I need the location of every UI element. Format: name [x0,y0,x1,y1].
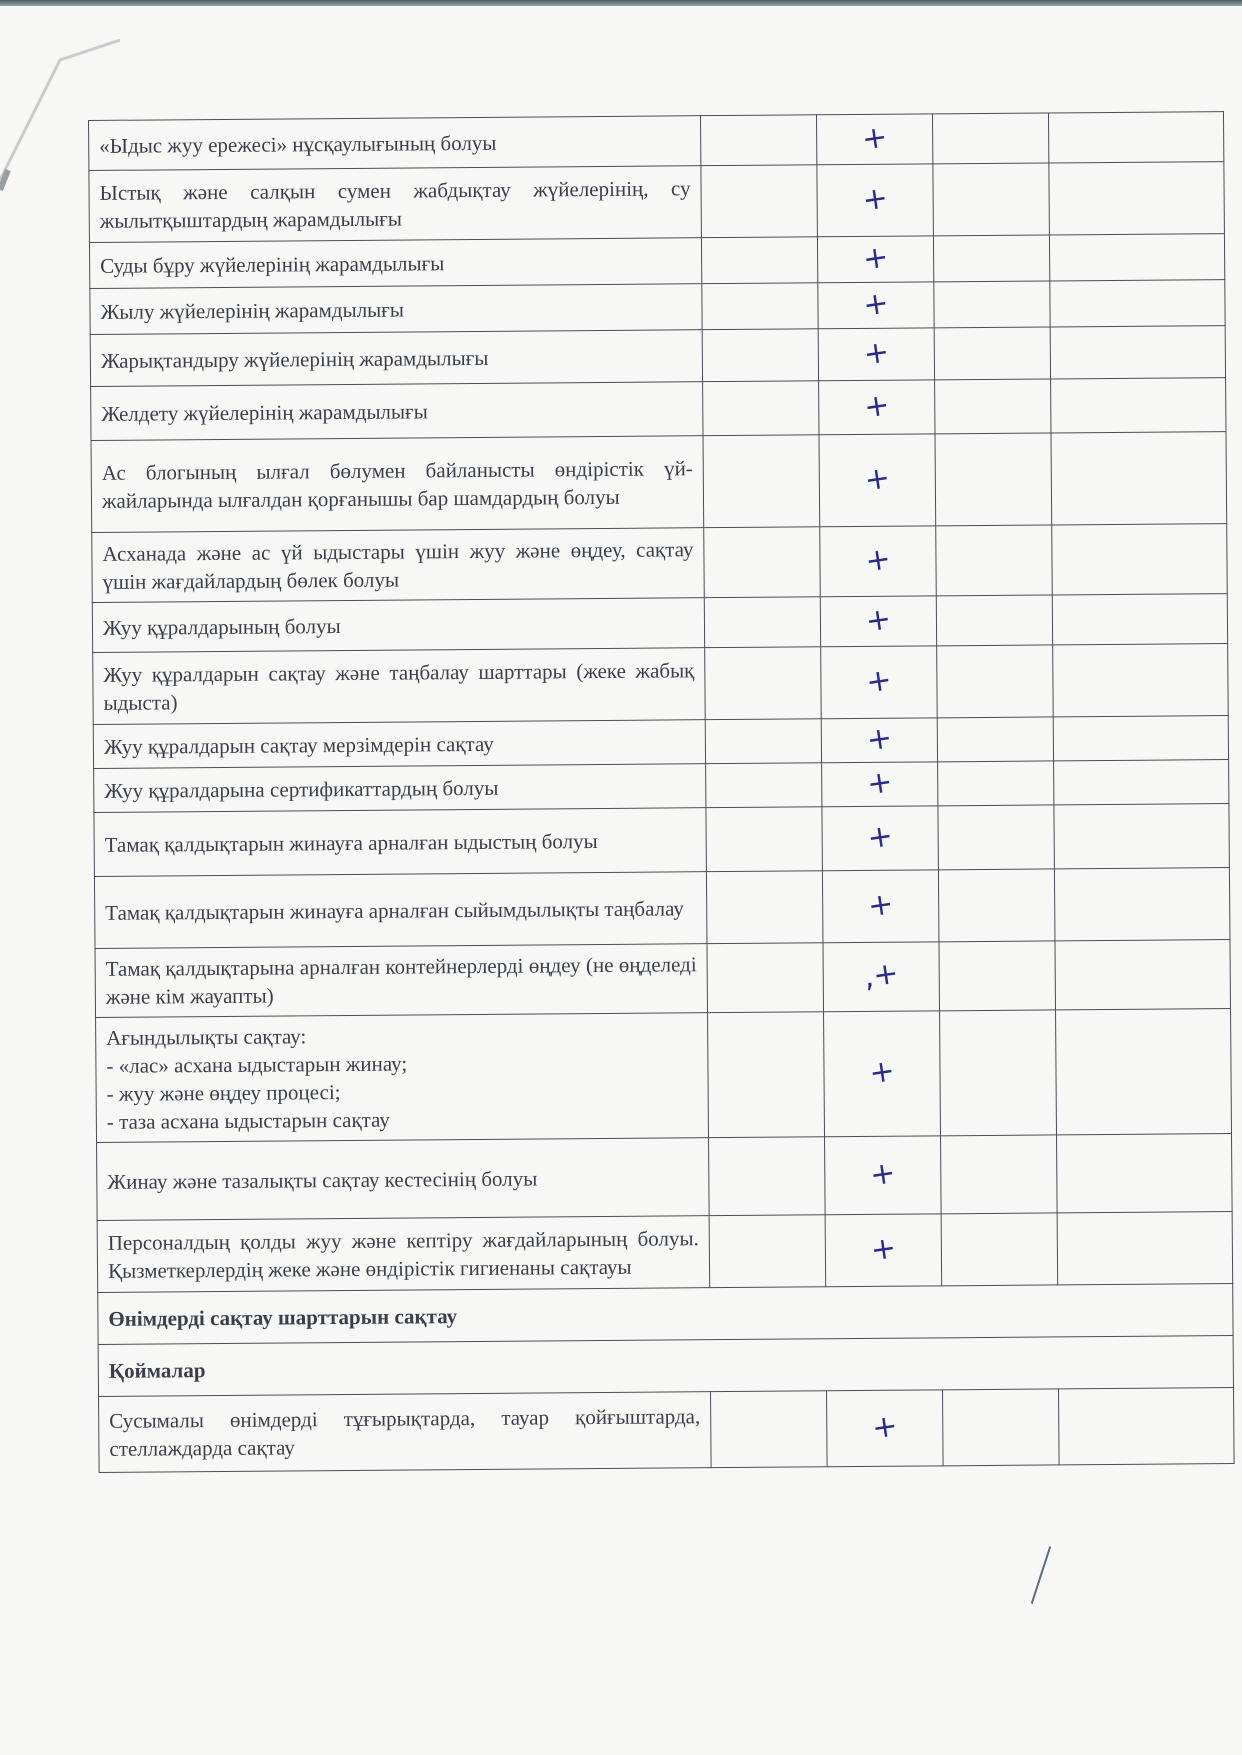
empty-mark-cell [938,869,1055,942]
table-row [92,524,1228,603]
empty-mark-cell [1052,594,1227,645]
handwritten-plus-mark: + [861,386,892,425]
empty-mark-cell [1052,524,1228,595]
empty-mark-cell [1054,804,1229,869]
requirement-cell: «Ыдыс жуу ережесі» нұсқаулығының болуы [89,116,701,171]
handwritten-plus-mark: + [861,333,892,372]
empty-mark-cell [702,329,818,382]
table-row [96,1009,1232,1143]
yes-mark-cell [822,762,938,807]
empty-mark-cell [935,433,1052,526]
empty-mark-cell [704,527,821,598]
yes-mark-cell [817,236,933,283]
empty-mark-cell [1057,1212,1233,1285]
table-row [92,594,1227,653]
yes-mark-cell [821,718,937,763]
handwritten-plus-mark: + [860,179,891,218]
table-row [94,804,1229,877]
handwritten-plus-mark: + [860,238,891,277]
empty-mark-cell [937,645,1054,718]
empty-mark-cell [1054,760,1229,805]
empty-mark-cell [709,1137,826,1216]
empty-mark-cell [933,235,1049,282]
yes-mark-cell [820,596,936,647]
requirement-cell: Тамақ қалдықтарын жинауға арналған ыдыстың болуы [94,808,706,877]
table-row [89,112,1224,171]
handwritten-plus-mark: + [864,763,895,802]
empty-mark-cell [711,1391,828,1468]
handwritten-plus-mark: + [859,118,890,157]
empty-mark-cell [1048,112,1223,163]
yes-mark-cell [822,870,939,943]
empty-mark-cell [701,165,818,238]
section-row [98,1284,1233,1345]
table-row [89,162,1225,243]
table-row [91,432,1227,533]
requirement-cell: Тамақ қалдықтарын жинауға арналған сыйымдылықты таңбалау [94,872,707,949]
handwritten-plus-mark: + [864,719,895,758]
empty-mark-cell [1053,644,1229,717]
handwritten-plus-mark: + [863,661,894,700]
empty-mark-cell [702,283,818,330]
requirement-cell: Тамақ қалдықтарына арналған контейнерлерді өңдеу (не өңделеді және кім жауапты) [95,944,708,1018]
handwritten-plus-mark: + [867,1154,898,1193]
empty-mark-cell [1055,940,1231,1010]
yes-mark-cell [820,526,937,597]
table-row [93,644,1229,725]
requirement-cell: Жуу құралдарын сақтау және таңбалау шарттары (жеке жабық ыдыста) [93,648,706,725]
requirement-cell: Ас блогының ылғал бөлумен байланысты өндірістік үй-жайларында ылғалдан қорғанышы бар шамдардың болуы [91,436,704,533]
empty-mark-cell [939,941,1056,1011]
requirement-cell: Жинау және тазалықты сақтау кестесінің болуы [97,1138,710,1221]
checklist-table [88,111,1235,1473]
handwritten-plus-mark: + [868,1229,899,1268]
requirement-cell: Суды бұру жүйелерінің жарамдылығы [89,238,701,289]
handwritten-plus-mark: + [865,817,896,856]
empty-mark-cell [936,595,1052,646]
requirement-cell: Жуу құралдарының болуы [92,598,704,653]
checklist-page [88,111,1242,1610]
empty-mark-cell [706,807,822,872]
yes-mark-cell [825,1214,942,1287]
requirement-cell: Жылу жүйелерінің жарамдылығы [90,284,702,335]
requirement-cell: Ағындылықты сақтау: - «лас» асхана ыдыстарын жинау; - жуу және өңдеу процесі; - таза асхана ыдыстарын сақтау [96,1013,709,1143]
empty-mark-cell [703,381,819,436]
table-row [94,868,1230,949]
yes-mark-cell [818,328,934,381]
yes-mark-cell [817,164,934,237]
section-row [98,1336,1233,1397]
empty-mark-cell [706,763,822,808]
requirement-cell: Асханада және ас үй ыдыстары үшін жуу және өңдеу, сақтау үшін жағдайлардың бөлек болуы [92,528,705,603]
empty-mark-cell [1056,1009,1232,1135]
yes-mark-cell [822,806,938,871]
empty-mark-cell [942,1389,1059,1466]
yes-mark-cell [827,1390,944,1467]
yes-mark-cell [819,434,936,527]
section-heading: Қоймалар [98,1336,1233,1397]
empty-mark-cell [1050,326,1225,379]
handwritten-plus-mark: + [869,1407,900,1446]
yes-mark-cell [823,942,940,1012]
empty-mark-cell [941,1135,1058,1214]
empty-mark-cell [1049,234,1224,281]
requirement-cell: Жарықтандыру жүйелерінің жарамдылығы [90,330,702,387]
empty-mark-cell [1051,378,1226,433]
empty-mark-cell [700,115,816,166]
table-row [97,1134,1233,1221]
empty-mark-cell [1053,716,1228,761]
requirement-cell: Жуу құралдарына сертификаттардың болуы [94,764,706,813]
empty-mark-cell [705,719,821,764]
empty-mark-cell [937,717,1053,762]
handwritten-plus-mark: + [863,600,894,639]
empty-mark-cell [708,1012,825,1138]
yes-mark-cell [819,380,935,435]
empty-mark-cell [701,237,817,284]
empty-mark-cell [940,1010,1057,1136]
empty-mark-cell [933,163,1050,236]
requirement-cell: Ыстық және салқын сумен жабдықтау жүйелерінің, су жылытқыштардың жарамдылығы [89,166,702,243]
empty-mark-cell [941,1213,1058,1286]
section-heading: Өнімдерді сақтау шарттарын сақтау [98,1284,1233,1345]
empty-mark-cell [934,281,1050,328]
empty-mark-cell [703,435,820,528]
requirement-cell: Жуу құралдарын сақтау мерзімдерін сақтау [93,720,705,769]
empty-mark-cell [1049,162,1225,235]
yes-mark-cell [818,282,934,329]
empty-mark-cell [704,597,820,648]
handwritten-plus-mark: + [866,1053,897,1092]
checklist-rows [89,112,1235,1473]
empty-mark-cell [1058,1388,1234,1465]
table-row [91,378,1226,441]
table-row [90,326,1225,387]
handwritten-plus-mark: + [865,885,896,924]
empty-mark-cell [1051,432,1227,525]
empty-mark-cell [1054,868,1230,941]
handwritten-plus-mark: + [860,284,891,323]
table-row [99,1388,1235,1473]
handwritten-plus-mark: + [862,540,893,579]
yes-mark-cell [816,114,932,165]
requirement-cell: Персоналдың қолды жуу және кептіру жағдайларының болуы. Қызметкерлердің жеке және өндірістік гигиенаны сақтауы [97,1216,710,1293]
yes-mark-cell [824,1011,941,1137]
yes-mark-cell [825,1136,942,1215]
scan-edge [0,0,1242,6]
requirement-cell: Сусымалы өнімдерді тұғырықтарда, тауар қойғыштарда, стеллаждарда сақтау [99,1392,712,1473]
requirement-cell: Желдету жүйелерінің жарамдылығы [91,382,703,441]
table-row [95,940,1231,1018]
empty-mark-cell [706,871,823,944]
empty-mark-cell [932,113,1048,164]
empty-mark-cell [709,1215,826,1288]
handwritten-plus-mark: ,+ [861,955,901,996]
empty-mark-cell [938,761,1054,806]
empty-mark-cell [935,379,1051,434]
empty-mark-cell [1057,1134,1233,1213]
handwritten-plus-mark: + [862,459,893,498]
table-row [97,1212,1233,1293]
empty-mark-cell [936,525,1053,596]
empty-mark-cell [1050,280,1225,327]
empty-mark-cell [934,327,1050,380]
yes-mark-cell [821,646,938,719]
empty-mark-cell [705,647,822,720]
empty-mark-cell [707,943,824,1013]
empty-mark-cell [938,805,1054,870]
